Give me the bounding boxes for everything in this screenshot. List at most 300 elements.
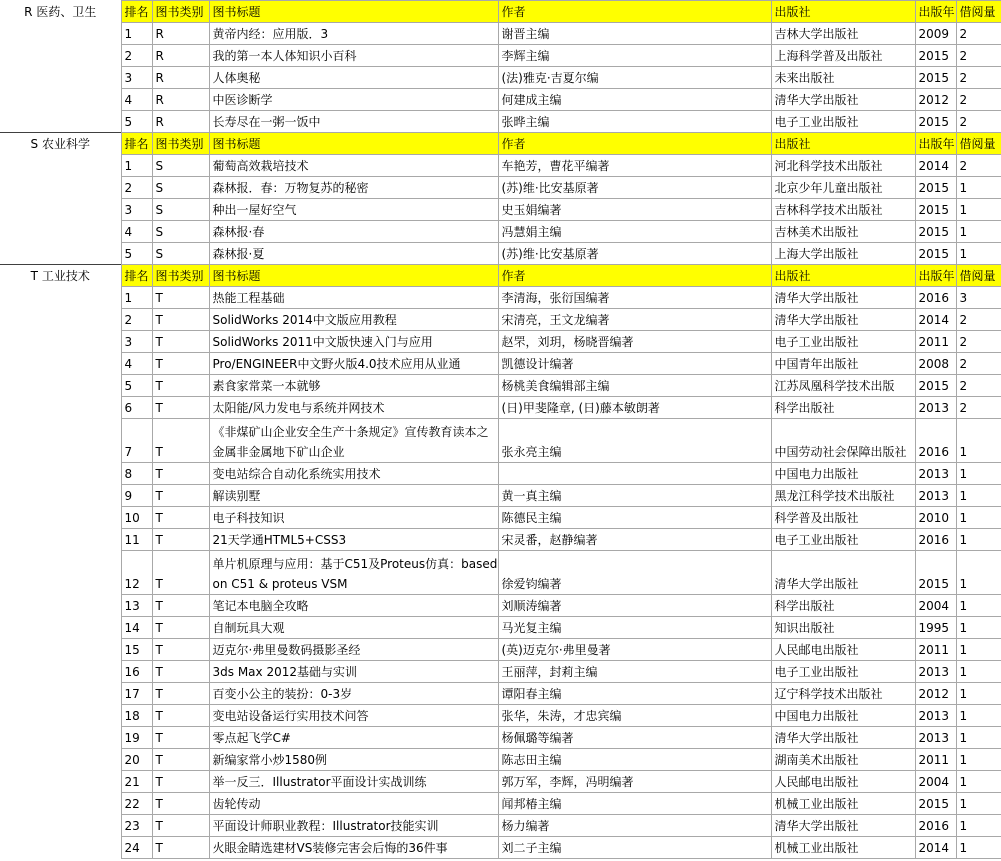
cell-rank[interactable]: 3 — [121, 199, 152, 221]
cell-publisher[interactable]: 吉林科学技术出版社 — [771, 199, 915, 221]
cell-borrow[interactable]: 1 — [956, 749, 1001, 771]
cell-category[interactable]: T — [152, 419, 209, 463]
cell-publisher[interactable]: 中国电力出版社 — [771, 705, 915, 727]
cell-rank[interactable]: 5 — [121, 111, 152, 133]
cell-category[interactable]: T — [152, 529, 209, 551]
cell-author[interactable]: 何建成主编 — [498, 89, 771, 111]
cell-category[interactable]: T — [152, 727, 209, 749]
cell-publisher[interactable]: 吉林大学出版社 — [771, 23, 915, 45]
group-header-row — [0, 265, 1001, 287]
cell-title[interactable]: 21天学通HTML5+CSS3 — [209, 529, 498, 551]
column-header-category[interactable]: 图书类别 — [152, 133, 209, 155]
cell-publisher[interactable]: 中国劳动社会保障出版社 — [771, 419, 915, 463]
column-header-borrow[interactable]: 借阅量 — [956, 133, 1001, 155]
cell-category[interactable]: T — [152, 463, 209, 485]
cell-year[interactable]: 2015 — [915, 67, 956, 89]
cell-category[interactable]: T — [152, 507, 209, 529]
cell-rank[interactable]: 21 — [121, 771, 152, 793]
cell-rank[interactable]: 3 — [121, 67, 152, 89]
cell-year[interactable]: 2013 — [915, 705, 956, 727]
cell-title[interactable]: 零点起飞学C# — [209, 727, 498, 749]
cell-author[interactable]: 杨佩璐等编著 — [498, 727, 771, 749]
column-header-title[interactable]: 图书标题 — [209, 1, 498, 23]
cell-publisher[interactable]: 河北科学技术出版社 — [771, 155, 915, 177]
cell-borrow[interactable]: 3 — [956, 287, 1001, 309]
cell-category[interactable]: T — [152, 595, 209, 617]
cell-publisher[interactable]: 上海大学出版社 — [771, 243, 915, 265]
cell-category[interactable]: S — [152, 221, 209, 243]
cell-author[interactable]: 谭阳春主编 — [498, 683, 771, 705]
cell-publisher[interactable]: 上海科学普及出版社 — [771, 45, 915, 67]
cell-category[interactable]: T — [152, 815, 209, 837]
column-header-rank[interactable]: 排名 — [121, 133, 152, 155]
cell-rank[interactable]: 6 — [121, 397, 152, 419]
column-header-category[interactable]: 图书类别 — [152, 1, 209, 23]
table-row — [0, 155, 1001, 177]
cell-category[interactable]: T — [152, 617, 209, 639]
column-header-year[interactable]: 出版年 — [915, 133, 956, 155]
cell-publisher[interactable]: 湖南美术出版社 — [771, 749, 915, 771]
cell-title[interactable]: 举一反三．Illustrator平面设计实战训练 — [209, 771, 498, 793]
cell-title[interactable]: 长寿尽在一粥一饭中 — [209, 111, 498, 133]
cell-title[interactable]: 平面设计师职业教程：Illustrator技能实训 — [209, 815, 498, 837]
cell-borrow[interactable]: 1 — [956, 419, 1001, 463]
cell-rank[interactable]: 12 — [121, 551, 152, 595]
cell-borrow[interactable]: 2 — [956, 89, 1001, 111]
cell-publisher[interactable]: 中国电力出版社 — [771, 463, 915, 485]
table-row — [0, 309, 1001, 331]
cell-title[interactable]: 新编家常小炒1580例 — [209, 749, 498, 771]
cell-borrow[interactable]: 1 — [956, 617, 1001, 639]
cell-year[interactable]: 2012 — [915, 89, 956, 111]
table-row — [0, 771, 1001, 793]
cell-title[interactable]: 森林报·夏 — [209, 243, 498, 265]
cell-publisher[interactable]: 清华大学出版社 — [771, 815, 915, 837]
table-row — [0, 485, 1001, 507]
cell-category[interactable]: T — [152, 771, 209, 793]
table-row — [0, 595, 1001, 617]
cell-category[interactable]: T — [152, 639, 209, 661]
cell-title[interactable]: 3ds Max 2012基础与实训 — [209, 661, 498, 683]
cell-borrow[interactable]: 2 — [956, 23, 1001, 45]
cell-year[interactable]: 2004 — [915, 595, 956, 617]
cell-publisher[interactable]: 清华大学出版社 — [771, 727, 915, 749]
table-row — [0, 89, 1001, 111]
cell-category[interactable]: T — [152, 375, 209, 397]
cell-category[interactable]: T — [152, 837, 209, 859]
cell-author[interactable]: 陈德民主编 — [498, 507, 771, 529]
cell-publisher[interactable]: 机械工业出版社 — [771, 837, 915, 859]
cell-borrow[interactable]: 1 — [956, 683, 1001, 705]
cell-borrow[interactable]: 1 — [956, 243, 1001, 265]
column-header-borrow[interactable]: 借阅量 — [956, 265, 1001, 287]
category-group-label[interactable]: T 工业技术 — [0, 265, 121, 859]
cell-category[interactable]: S — [152, 199, 209, 221]
cell-year[interactable]: 2012 — [915, 683, 956, 705]
cell-rank[interactable]: 13 — [121, 595, 152, 617]
cell-year[interactable]: 2016 — [915, 815, 956, 837]
cell-year[interactable]: 2015 — [915, 199, 956, 221]
cell-borrow[interactable]: 2 — [956, 331, 1001, 353]
table-row — [0, 661, 1001, 683]
cell-title[interactable]: 电子科技知识 — [209, 507, 498, 529]
cell-author[interactable]: 张永亮主编 — [498, 419, 771, 463]
cell-author[interactable]: 刘顺涛编著 — [498, 595, 771, 617]
cell-category[interactable]: T — [152, 749, 209, 771]
cell-category[interactable]: T — [152, 683, 209, 705]
cell-title[interactable]: 笔记本电脑全攻略 — [209, 595, 498, 617]
cell-title[interactable]: SolidWorks 2014中文版应用教程 — [209, 309, 498, 331]
table-row — [0, 837, 1001, 859]
cell-borrow[interactable]: 1 — [956, 177, 1001, 199]
cell-category[interactable]: S — [152, 243, 209, 265]
table-row — [0, 353, 1001, 375]
cell-rank[interactable]: 10 — [121, 507, 152, 529]
cell-borrow[interactable]: 1 — [956, 727, 1001, 749]
cell-category[interactable]: T — [152, 661, 209, 683]
cell-borrow[interactable]: 1 — [956, 661, 1001, 683]
cell-year[interactable]: 2011 — [915, 639, 956, 661]
cell-rank[interactable]: 2 — [121, 45, 152, 67]
cell-title[interactable]: 变电站综合自动化系统实用技术 — [209, 463, 498, 485]
cell-title[interactable]: 中医诊断学 — [209, 89, 498, 111]
cell-category[interactable]: T — [152, 397, 209, 419]
table-row — [0, 243, 1001, 265]
table-row — [0, 551, 1001, 595]
table-row — [0, 529, 1001, 551]
cell-category[interactable]: R — [152, 89, 209, 111]
cell-publisher[interactable]: 中国青年出版社 — [771, 353, 915, 375]
cell-year[interactable]: 1995 — [915, 617, 956, 639]
cell-borrow[interactable]: 1 — [956, 551, 1001, 595]
table-row — [0, 199, 1001, 221]
cell-category[interactable]: T — [152, 309, 209, 331]
cell-category[interactable]: R — [152, 67, 209, 89]
cell-year[interactable]: 2011 — [915, 331, 956, 353]
cell-rank[interactable]: 2 — [121, 309, 152, 331]
cell-borrow[interactable]: 1 — [956, 529, 1001, 551]
cell-title[interactable]: 《非煤矿山企业安全生产十条规定》宣传教育读本之金属非金属地下矿山企业 — [209, 419, 498, 463]
cell-rank[interactable]: 5 — [121, 375, 152, 397]
cell-publisher[interactable]: 清华大学出版社 — [771, 89, 915, 111]
cell-author[interactable]: 黄一真主编 — [498, 485, 771, 507]
cell-title[interactable]: 黄帝内经：应用版．3 — [209, 23, 498, 45]
cell-author[interactable]: 宋灵番，赵静编著 — [498, 529, 771, 551]
cell-rank[interactable]: 16 — [121, 661, 152, 683]
cell-rank[interactable]: 11 — [121, 529, 152, 551]
cell-title[interactable]: 葡萄高效栽培技术 — [209, 155, 498, 177]
cell-rank[interactable]: 24 — [121, 837, 152, 859]
cell-author[interactable]: 王丽萍，封莉主编 — [498, 661, 771, 683]
cell-author[interactable] — [498, 463, 771, 485]
cell-borrow[interactable]: 1 — [956, 221, 1001, 243]
cell-year[interactable]: 2015 — [915, 177, 956, 199]
spreadsheet-body — [0, 1, 1001, 859]
column-header-author[interactable]: 作者 — [498, 133, 771, 155]
cell-publisher[interactable]: 人民邮电出版社 — [771, 771, 915, 793]
cell-category[interactable]: R — [152, 111, 209, 133]
cell-year[interactable]: 2013 — [915, 463, 956, 485]
group-header-row — [0, 1, 1001, 23]
cell-publisher[interactable]: 电子工业出版社 — [771, 529, 915, 551]
cell-rank[interactable]: 9 — [121, 485, 152, 507]
cell-author[interactable]: (苏)维·比安基原著 — [498, 243, 771, 265]
table-row — [0, 507, 1001, 529]
cell-year[interactable]: 2014 — [915, 155, 956, 177]
cell-rank[interactable]: 4 — [121, 89, 152, 111]
cell-borrow[interactable]: 1 — [956, 485, 1001, 507]
column-header-title[interactable]: 图书标题 — [209, 133, 498, 155]
column-header-publisher[interactable]: 出版社 — [771, 1, 915, 23]
cell-borrow[interactable]: 1 — [956, 815, 1001, 837]
cell-year[interactable]: 2014 — [915, 309, 956, 331]
cell-year[interactable]: 2016 — [915, 419, 956, 463]
cell-borrow[interactable]: 2 — [956, 397, 1001, 419]
cell-borrow[interactable]: 1 — [956, 793, 1001, 815]
cell-publisher[interactable]: 科学出版社 — [771, 397, 915, 419]
cell-author[interactable]: 闻邦椿主编 — [498, 793, 771, 815]
cell-year[interactable]: 2015 — [915, 375, 956, 397]
cell-title[interactable]: 单片机原理与应用：基于C51及Proteus仿真：based on C51 & proteus VSM — [209, 551, 498, 595]
column-header-borrow[interactable]: 借阅量 — [956, 1, 1001, 23]
cell-rank[interactable]: 1 — [121, 287, 152, 309]
cell-title[interactable]: 火眼金睛选建材VS装修完害会后悔的36件事 — [209, 837, 498, 859]
cell-borrow[interactable]: 2 — [956, 309, 1001, 331]
cell-author[interactable]: (苏)维·比安基原著 — [498, 177, 771, 199]
column-header-publisher[interactable]: 出版社 — [771, 265, 915, 287]
cell-year[interactable]: 2015 — [915, 111, 956, 133]
cell-category[interactable]: T — [152, 705, 209, 727]
table-row — [0, 67, 1001, 89]
cell-author[interactable]: 杨力编著 — [498, 815, 771, 837]
cell-publisher[interactable]: 清华大学出版社 — [771, 309, 915, 331]
cell-category[interactable]: R — [152, 23, 209, 45]
cell-publisher[interactable]: 辽宁科学技术出版社 — [771, 683, 915, 705]
cell-year[interactable]: 2015 — [915, 243, 956, 265]
cell-publisher[interactable]: 清华大学出版社 — [771, 287, 915, 309]
table-row — [0, 287, 1001, 309]
cell-year[interactable]: 2013 — [915, 485, 956, 507]
cell-rank[interactable]: 3 — [121, 331, 152, 353]
cell-rank[interactable]: 5 — [121, 243, 152, 265]
group-header-row — [0, 133, 1001, 155]
table-row — [0, 177, 1001, 199]
cell-author[interactable]: 李清海，张衍国编著 — [498, 287, 771, 309]
cell-year[interactable]: 2015 — [915, 45, 956, 67]
cell-rank[interactable]: 7 — [121, 419, 152, 463]
cell-borrow[interactable]: 1 — [956, 199, 1001, 221]
cell-rank[interactable]: 4 — [121, 221, 152, 243]
cell-borrow[interactable]: 1 — [956, 837, 1001, 859]
cell-author[interactable]: 杨桃美食编辑部主编 — [498, 375, 771, 397]
cell-rank[interactable]: 20 — [121, 749, 152, 771]
cell-year[interactable]: 2008 — [915, 353, 956, 375]
table-row — [0, 683, 1001, 705]
cell-author[interactable]: 张华，朱涛，才忠宾编 — [498, 705, 771, 727]
cell-title[interactable]: 森林报·春 — [209, 221, 498, 243]
cell-year[interactable]: 2013 — [915, 727, 956, 749]
column-header-rank[interactable]: 排名 — [121, 265, 152, 287]
cell-author[interactable]: 徐爱钧编著 — [498, 551, 771, 595]
cell-publisher[interactable]: 未来出版社 — [771, 67, 915, 89]
cell-publisher[interactable]: 吉林美术出版社 — [771, 221, 915, 243]
column-header-year[interactable]: 出版年 — [915, 1, 956, 23]
cell-rank[interactable]: 1 — [121, 23, 152, 45]
category-group-label[interactable]: R 医药、卫生 — [0, 1, 121, 133]
cell-borrow[interactable]: 1 — [956, 771, 1001, 793]
cell-author[interactable]: 刘二子主编 — [498, 837, 771, 859]
cell-borrow[interactable]: 2 — [956, 111, 1001, 133]
table-row — [0, 639, 1001, 661]
table-row — [0, 463, 1001, 485]
cell-title[interactable]: 变电站设备运行实用技术问答 — [209, 705, 498, 727]
cell-author[interactable]: (法)雅克·吉夏尔编 — [498, 67, 771, 89]
table-row — [0, 749, 1001, 771]
cell-author[interactable]: 史玉娟编著 — [498, 199, 771, 221]
column-header-rank[interactable]: 排名 — [121, 1, 152, 23]
cell-publisher[interactable]: 黑龙江科学技术出版社 — [771, 485, 915, 507]
cell-borrow[interactable]: 1 — [956, 507, 1001, 529]
table-row — [0, 221, 1001, 243]
cell-publisher[interactable]: 电子工业出版社 — [771, 331, 915, 353]
cell-rank[interactable]: 14 — [121, 617, 152, 639]
cell-year[interactable]: 2009 — [915, 23, 956, 45]
cell-rank[interactable]: 1 — [121, 155, 152, 177]
cell-borrow[interactable]: 2 — [956, 67, 1001, 89]
table-row — [0, 45, 1001, 67]
cell-borrow[interactable]: 2 — [956, 353, 1001, 375]
cell-borrow[interactable]: 2 — [956, 155, 1001, 177]
cell-year[interactable]: 2016 — [915, 287, 956, 309]
cell-author[interactable]: (日)甲斐隆章, (日)藤本敏朗著 — [498, 397, 771, 419]
table-row — [0, 375, 1001, 397]
cell-borrow[interactable]: 1 — [956, 463, 1001, 485]
cell-category[interactable]: T — [152, 551, 209, 595]
cell-rank[interactable]: 23 — [121, 815, 152, 837]
category-group-label[interactable]: S 农业科学 — [0, 133, 121, 265]
column-header-author[interactable]: 作者 — [498, 1, 771, 23]
cell-publisher[interactable]: 北京少年儿童出版社 — [771, 177, 915, 199]
cell-author[interactable]: 张晔主编 — [498, 111, 771, 133]
table-row — [0, 23, 1001, 45]
cell-category[interactable]: S — [152, 155, 209, 177]
cell-year[interactable]: 2011 — [915, 749, 956, 771]
cell-title[interactable]: SolidWorks 2011中文版快速入门与应用 — [209, 331, 498, 353]
cell-borrow[interactable]: 2 — [956, 375, 1001, 397]
cell-category[interactable]: T — [152, 793, 209, 815]
cell-author[interactable]: 赵罘，刘玥，杨晓晋编著 — [498, 331, 771, 353]
cell-publisher[interactable]: 科学出版社 — [771, 595, 915, 617]
cell-author[interactable]: 宋清亮，王文龙编著 — [498, 309, 771, 331]
cell-category[interactable]: R — [152, 45, 209, 67]
cell-author[interactable]: 李辉主编 — [498, 45, 771, 67]
cell-title[interactable]: 素食家常菜一本就够 — [209, 375, 498, 397]
cell-title[interactable]: 迈克尔·弗里曼数码摄影圣经 — [209, 639, 498, 661]
cell-author[interactable]: 谢晋主编 — [498, 23, 771, 45]
cell-title[interactable]: 齿轮传动 — [209, 793, 498, 815]
cell-rank[interactable]: 2 — [121, 177, 152, 199]
cell-publisher[interactable]: 清华大学出版社 — [771, 551, 915, 595]
cell-category[interactable]: S — [152, 177, 209, 199]
cell-publisher[interactable]: 机械工业出版社 — [771, 793, 915, 815]
cell-publisher[interactable]: 电子工业出版社 — [771, 661, 915, 683]
cell-title[interactable]: 解读别墅 — [209, 485, 498, 507]
cell-category[interactable]: T — [152, 287, 209, 309]
cell-year[interactable]: 2015 — [915, 793, 956, 815]
cell-category[interactable]: T — [152, 331, 209, 353]
cell-publisher[interactable]: 人民邮电出版社 — [771, 639, 915, 661]
table-row — [0, 727, 1001, 749]
cell-rank[interactable]: 4 — [121, 353, 152, 375]
cell-title[interactable]: 我的第一本人体知识小百科 — [209, 45, 498, 67]
cell-author[interactable]: 马光复主编 — [498, 617, 771, 639]
cell-category[interactable]: T — [152, 485, 209, 507]
cell-publisher[interactable]: 电子工业出版社 — [771, 111, 915, 133]
cell-author[interactable]: 陈志田主编 — [498, 749, 771, 771]
cell-rank[interactable]: 18 — [121, 705, 152, 727]
cell-year[interactable]: 2016 — [915, 529, 956, 551]
cell-year[interactable]: 2013 — [915, 661, 956, 683]
column-header-year[interactable]: 出版年 — [915, 265, 956, 287]
cell-year[interactable]: 2010 — [915, 507, 956, 529]
cell-title[interactable]: 种出一屋好空气 — [209, 199, 498, 221]
cell-rank[interactable]: 22 — [121, 793, 152, 815]
table-row — [0, 397, 1001, 419]
cell-year[interactable]: 2013 — [915, 397, 956, 419]
cell-author[interactable]: 冯慧娟主编 — [498, 221, 771, 243]
cell-year[interactable]: 2014 — [915, 837, 956, 859]
cell-author[interactable]: 凯德设计编著 — [498, 353, 771, 375]
column-header-category[interactable]: 图书类别 — [152, 265, 209, 287]
table-row — [0, 331, 1001, 353]
table-row — [0, 705, 1001, 727]
cell-title[interactable]: 自制玩具大观 — [209, 617, 498, 639]
cell-borrow[interactable]: 1 — [956, 595, 1001, 617]
table-row — [0, 617, 1001, 639]
cell-year[interactable]: 2004 — [915, 771, 956, 793]
cell-title[interactable]: 人体奥秘 — [209, 67, 498, 89]
cell-category[interactable]: T — [152, 353, 209, 375]
table-row — [0, 419, 1001, 463]
cell-year[interactable]: 2015 — [915, 551, 956, 595]
cell-title[interactable]: 森林报．春：万物复苏的秘密 — [209, 177, 498, 199]
cell-borrow[interactable]: 1 — [956, 639, 1001, 661]
cell-title[interactable]: 热能工程基础 — [209, 287, 498, 309]
cell-author[interactable]: 车艳芳，曹花平编著 — [498, 155, 771, 177]
cell-publisher[interactable]: 江苏凤凰科学技术出版 — [771, 375, 915, 397]
cell-author[interactable]: 郭万军，李辉，冯明编著 — [498, 771, 771, 793]
cell-title[interactable]: 百变小公主的装扮：0-3岁 — [209, 683, 498, 705]
cell-rank[interactable]: 19 — [121, 727, 152, 749]
column-header-author[interactable]: 作者 — [498, 265, 771, 287]
table-row — [0, 793, 1001, 815]
cell-title[interactable]: Pro/ENGINEER中文野火版4.0技术应用从业通 — [209, 353, 498, 375]
cell-borrow[interactable]: 1 — [956, 705, 1001, 727]
table-row — [0, 815, 1001, 837]
cell-year[interactable]: 2015 — [915, 221, 956, 243]
cell-publisher[interactable]: 科学普及出版社 — [771, 507, 915, 529]
cell-publisher[interactable]: 知识出版社 — [771, 617, 915, 639]
table-row — [0, 111, 1001, 133]
cell-rank[interactable]: 15 — [121, 639, 152, 661]
cell-title[interactable]: 太阳能/风力发电与系统并网技术 — [209, 397, 498, 419]
column-header-publisher[interactable]: 出版社 — [771, 133, 915, 155]
column-header-title[interactable]: 图书标题 — [209, 265, 498, 287]
cell-author[interactable]: (英)迈克尔·弗里曼著 — [498, 639, 771, 661]
cell-rank[interactable]: 17 — [121, 683, 152, 705]
cell-borrow[interactable]: 2 — [956, 45, 1001, 67]
cell-rank[interactable]: 8 — [121, 463, 152, 485]
